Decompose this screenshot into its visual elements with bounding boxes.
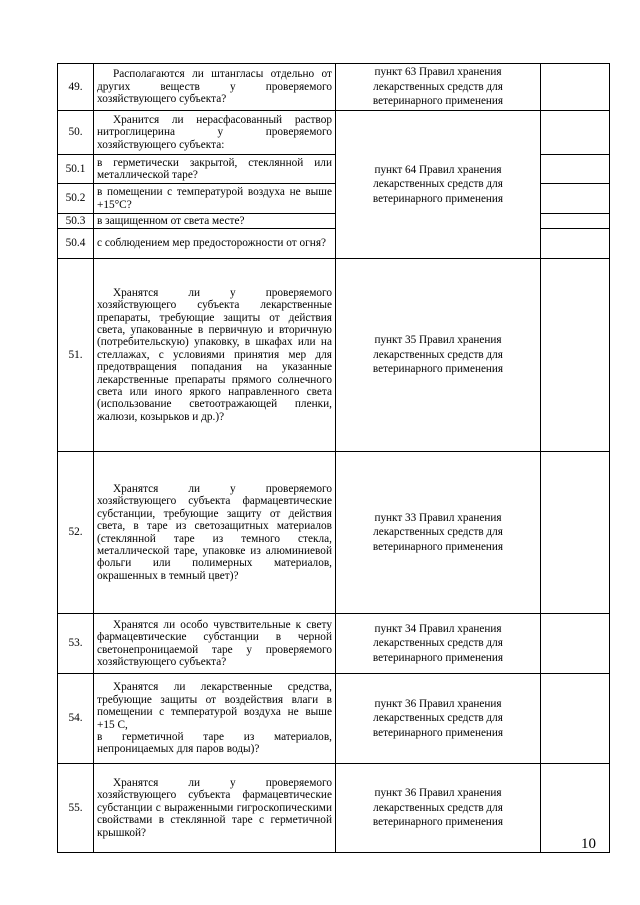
item-number: 50.1 [58,155,94,184]
answer-cell [541,155,610,184]
table-row [58,764,610,853]
table-row [58,259,610,452]
answer-cell [541,111,610,155]
legal-reference: пункт 64 Правил хранения лекарственных средств для ветеринарного применения [336,111,541,259]
legal-reference: пункт 34 Правил хранения лекарственных средств для ветеринарного применения [336,614,541,674]
legal-reference: пункт 35 Правил хранения лекарственных средств для ветеринарного применения [336,259,541,452]
question-text: Хранятся ли у проверяемого хозяйствующего субъекта лекарственные препараты, требующие защиты от действия света, упакованные в первичную и вторичную (потребительскую) упаковку, в шкафах или на стеллажах, с условиями принятия мер для предотвращения попадания на указанные лекарственные препараты прямого солнечного света или иного яркого направленного света (использование светоотражающей пленки, жалюзи, козырьков и др.)? [94,259,336,452]
page-number: 10 [581,836,596,852]
question-text: Располагаются ли штангласы отдельно от других веществ у проверяемого хозяйствующего субъекта? [94,64,336,111]
item-number: 52. [58,452,94,614]
answer-cell [541,64,610,111]
answer-cell [541,229,610,259]
item-number: 50.2 [58,184,94,214]
answer-cell [541,614,610,674]
legal-reference: пункт 63 Правил хранения лекарственных средств для ветеринарного применения [336,64,541,111]
legal-reference: пункт 33 Правил хранения лекарственных средств для ветеринарного применения [336,452,541,614]
answer-cell [541,184,610,214]
item-number: 51. [58,259,94,452]
legal-reference: пункт 36 Правил хранения лекарственных средств для ветеринарного применения [336,764,541,853]
question-text: Хранятся ли особо чувствительные к свету фармацевтические субстанции в черной светонепроницаемой таре у проверяемого хозяйствующего субъекта? [94,614,336,674]
checklist-page [57,63,609,839]
question-text: в защищенном от света месте? [94,214,336,229]
table-row [58,64,610,111]
item-number: 55. [58,764,94,853]
item-number: 53. [58,614,94,674]
question-text: Хранятся ли у проверяемого хозяйствующего субъекта фармацевтические субстанции с выраженными гигроскопическими свойствами в стеклянной таре с герметичной крышкой? [94,764,336,853]
item-number: 50.3 [58,214,94,229]
table-row [58,614,610,674]
question-text: в помещении с температурой воздуха не выше +15°С? [94,184,336,214]
legal-reference: пункт 36 Правил хранения лекарственных средств для ветеринарного применения [336,674,541,764]
checklist-table [57,63,610,853]
table-row [58,452,610,614]
question-text: с соблюдением мер предосторожности от огня? [94,229,336,259]
table-row [58,674,610,764]
answer-cell [541,259,610,452]
item-number: 50.4 [58,229,94,259]
item-number: 54. [58,674,94,764]
question-text: в герметически закрытой, стеклянной или металлической таре? [94,155,336,184]
answer-cell [541,214,610,229]
answer-cell [541,674,610,764]
table-row [58,111,610,155]
question-text: Хранится ли нерасфасованный раствор нитроглицерина у проверяемого хозяйствующего субъекта: [94,111,336,155]
question-text: Хранятся ли лекарственные средства, требующие защиты от воздействия влаги в помещении с температурой воздуха не выше +15 С, в герметичной таре из материалов, непроницаемых для паров воды)? [94,674,336,764]
answer-cell [541,452,610,614]
item-number: 49. [58,64,94,111]
item-number: 50. [58,111,94,155]
question-text: Хранятся ли у проверяемого хозяйствующего субъекта фармацевтические субстанции, требующие защиту от действия света, в таре из светозащитных материалов (стеклянной таре из темного стекла, металлической таре, упаковке из алюминиевой фольги или полимерных материалов, окрашенных в темный цвет)? [94,452,336,614]
